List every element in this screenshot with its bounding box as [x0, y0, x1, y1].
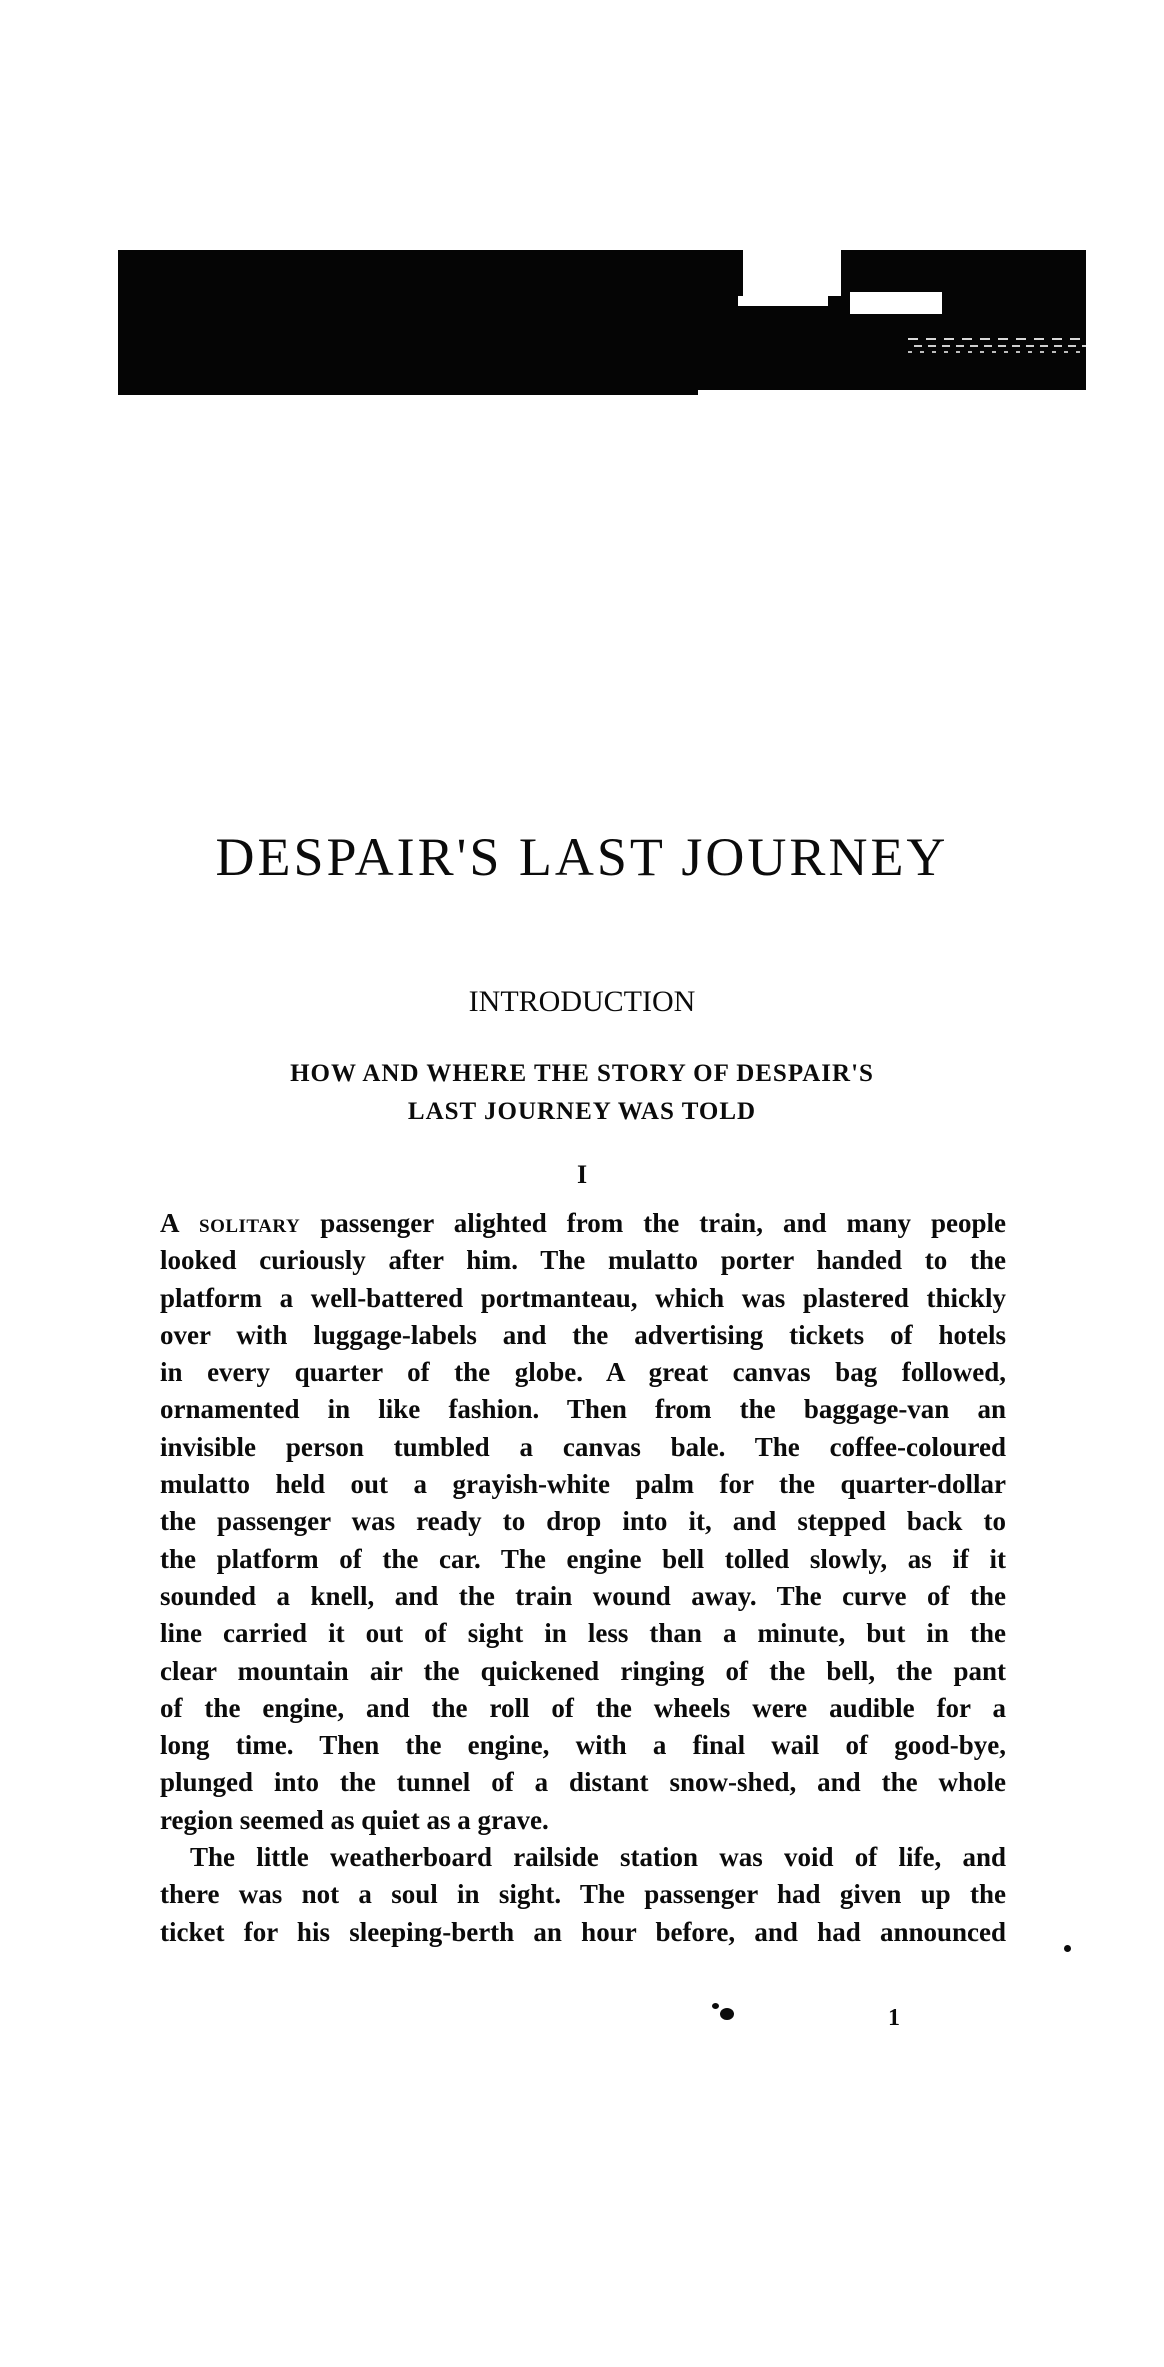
text-line	[160, 1205, 1006, 1242]
text-line: clear mountain air the quickened ringing of the bell, the pant	[160, 1655, 1006, 1686]
section-title: INTRODUCTION	[468, 985, 696, 1018]
subtitle-line-2: LAST JOURNEY WAS TOLD	[407, 1098, 757, 1125]
text-line: invisible person tumbled a canvas bale. The coffee-coloured	[160, 1431, 1006, 1462]
band-notch	[743, 250, 841, 296]
text-line: of the engine, and the roll of the wheels were audible for a	[160, 1692, 1006, 1723]
text-line: the passenger was ready to drop into it, and stepped back to	[160, 1506, 1006, 1537]
band-edge	[698, 390, 1086, 395]
text-line: line carried it out of sight in less than a minute, but in the	[160, 1618, 1006, 1649]
band-bar	[738, 296, 828, 306]
text-line: there was not a soul in sight. The passenger had given up the	[160, 1879, 1006, 1910]
header-ornament-band	[118, 250, 1086, 395]
text-line: region seemed as quiet as a grave.	[160, 1804, 549, 1835]
subtitle-line-1: HOW AND WHERE THE STORY OF DESPAIR'S	[290, 1060, 874, 1087]
part-number: I	[576, 1160, 588, 1189]
text-line: the platform of the car. The engine bell tolled slowly, as if it	[160, 1543, 1006, 1574]
band-block	[850, 292, 942, 314]
text-line: platform a well-battered portmanteau, which was plastered thickly	[160, 1282, 1006, 1313]
book-title: DESPAIR'S LAST JOURNEY	[215, 827, 949, 887]
text-line: in every quarter of the globe. A great canvas bag followed,	[160, 1357, 1006, 1388]
text-line: long time. Then the engine, with a final wail of good-bye,	[160, 1730, 1006, 1761]
text-line: ornamented in like fashion. Then from the baggage-van an	[160, 1394, 1006, 1425]
text-line: sounded a knell, and the train wound away. The curve of the	[160, 1580, 1006, 1611]
page-number: 1	[888, 2005, 900, 2031]
text-line-rest: passenger alighted from the train, and many people	[300, 1208, 1006, 1238]
text-line: ticket for his sleeping-berth an hour before, and had announced	[160, 1916, 1006, 1947]
text-line: mulatto held out a grayish-white palm for the quarter-dollar	[160, 1469, 1006, 1500]
section-subtitle	[0, 1055, 1164, 1131]
text-line: looked curiously after him. The mulatto porter handed to the	[160, 1245, 1006, 1276]
band-stripes	[908, 338, 1086, 354]
body-text	[160, 1205, 1006, 1951]
ink-blot	[720, 2008, 734, 2020]
text-line: The little weatherboard railside station was void of life, and	[190, 1842, 1006, 1873]
ink-blot	[712, 2003, 719, 2009]
paragraph-1	[160, 1205, 1006, 1839]
text-line: over with luggage-labels and the advertising tickets of hotels	[160, 1319, 1006, 1350]
paragraph-2	[160, 1839, 1006, 1951]
ink-blot	[1064, 1945, 1071, 1952]
text-line: plunged into the tunnel of a distant snow-shed, and the whole	[160, 1767, 1006, 1798]
dropcap-smallcaps: A solitary	[160, 1208, 301, 1238]
